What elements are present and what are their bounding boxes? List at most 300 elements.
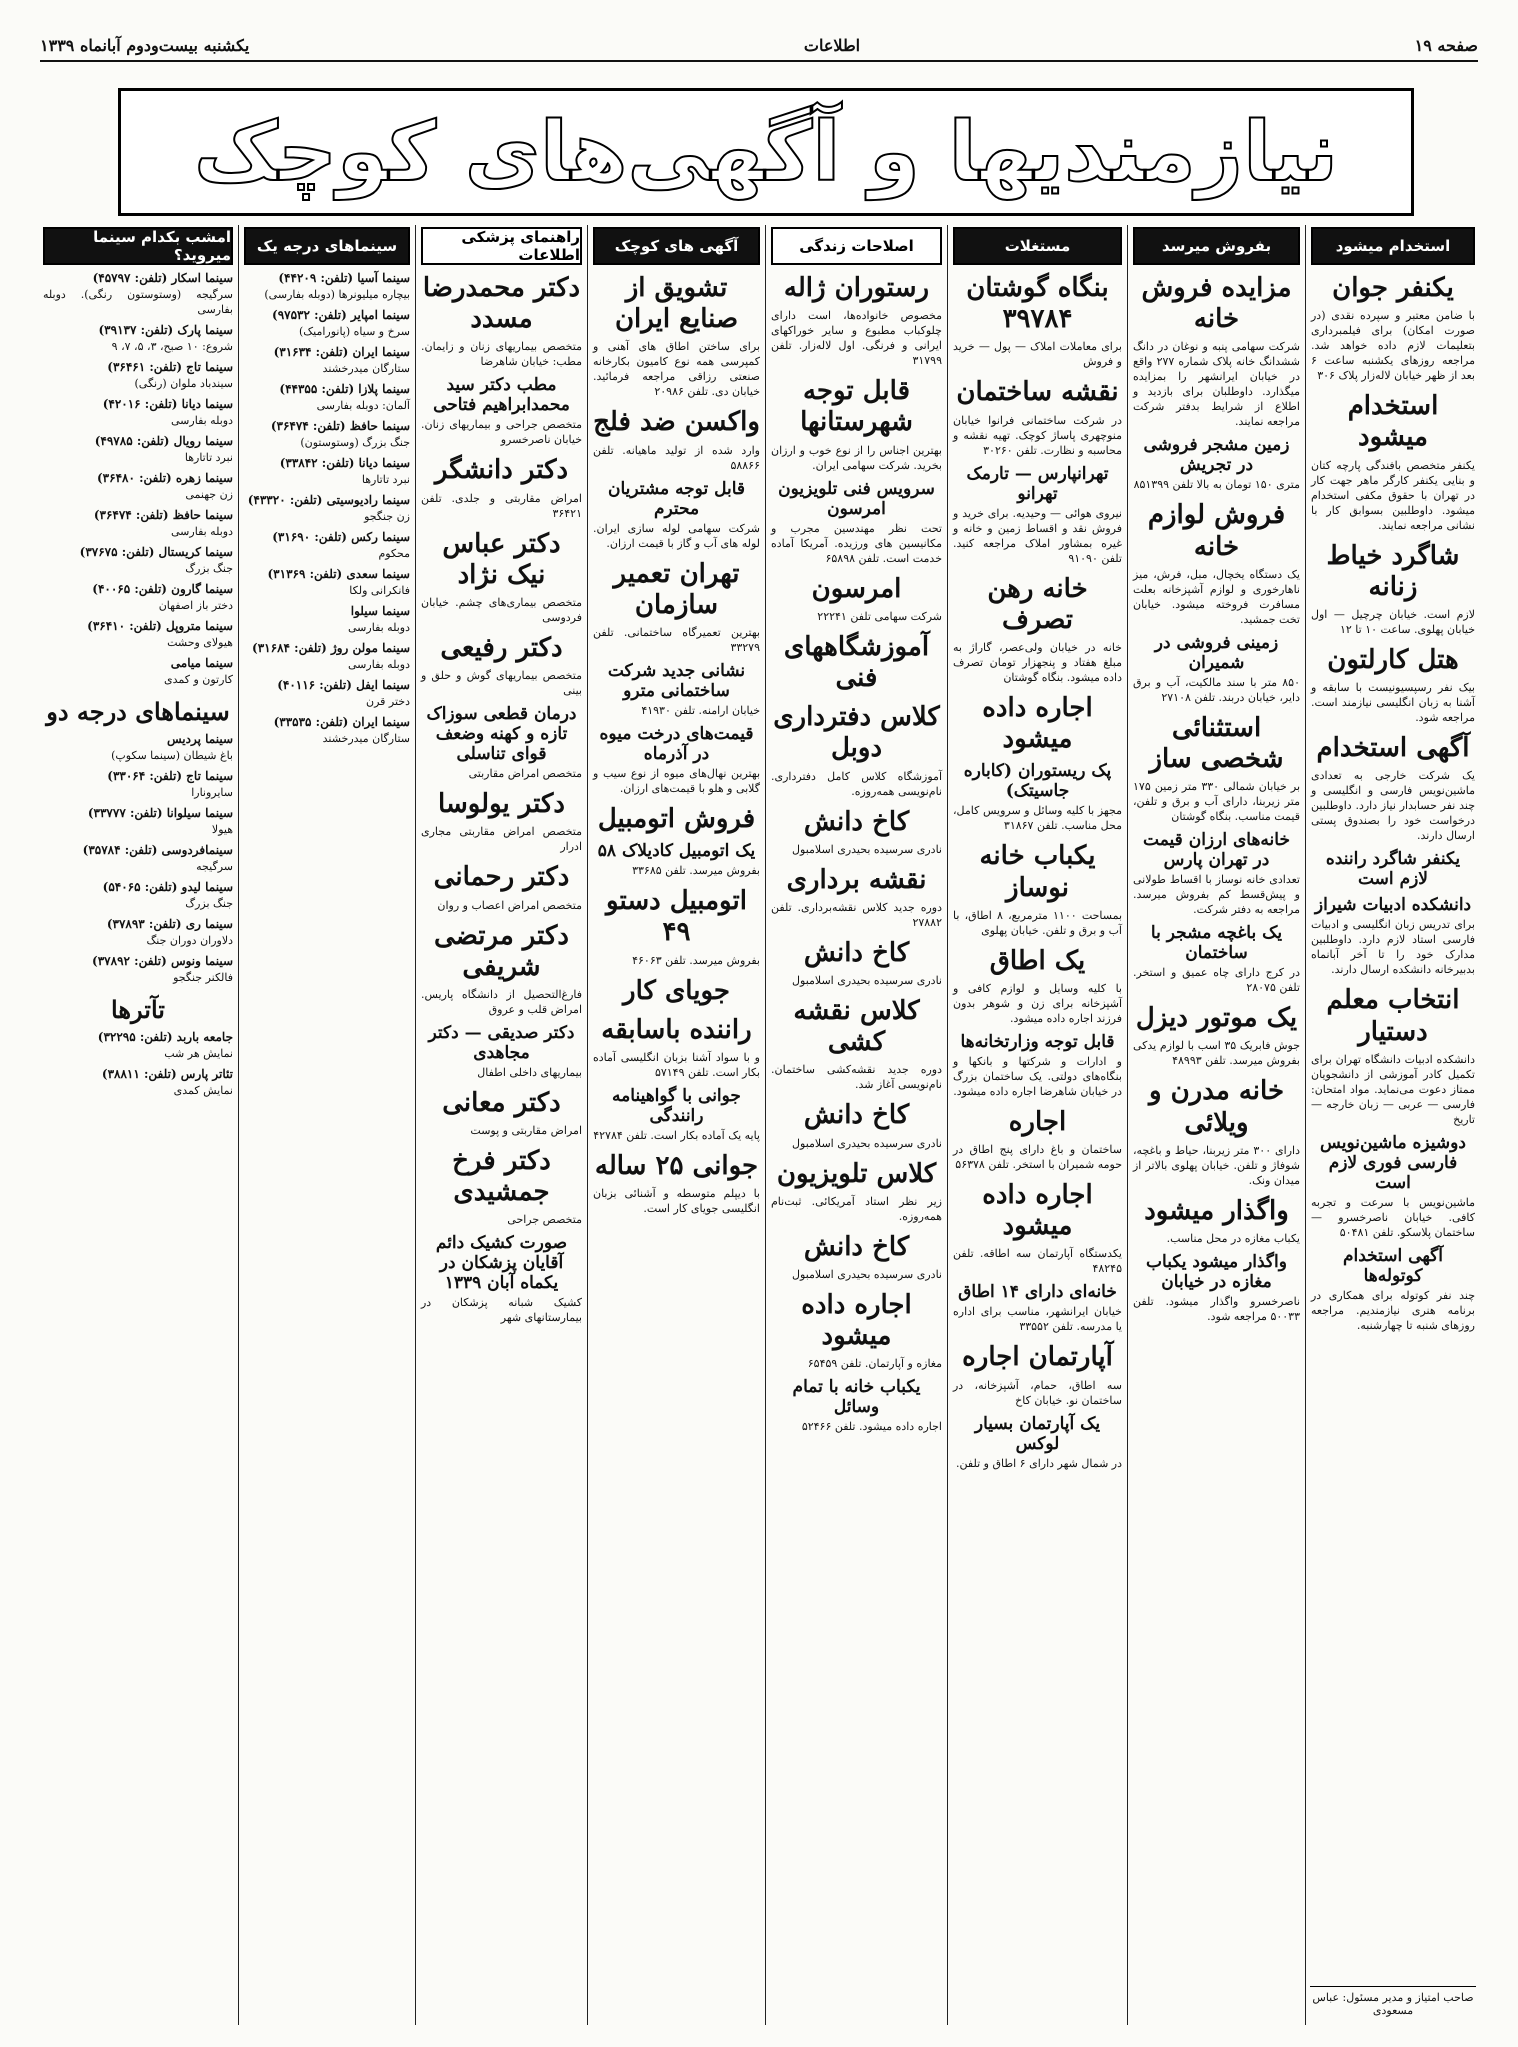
classified-ad <box>244 308 410 339</box>
ad-body: یکباب مغازه در محل مناسب. <box>1166 1231 1300 1245</box>
ad-body: مغازه و آپارتمان. تلفن ۶۵۴۵۹ <box>807 1357 942 1371</box>
classified-ad <box>771 479 942 566</box>
ad-body: متخصص بیماریهای زنان و زایمان. مطب: خیابان شاهرضا <box>421 340 582 369</box>
ad-title: یکباب خانه نوساز <box>979 841 1096 903</box>
ad-title: یک موتور دیزل <box>1135 1003 1298 1034</box>
ad-title: رستوران ژاله <box>783 273 930 303</box>
ad-body: ستارگان میدرخشند <box>322 362 410 375</box>
classified-ad <box>593 1015 760 1080</box>
ad-title: سینما دیانا (تلفن: ۴۲۰۱۶) <box>102 397 233 411</box>
ad-title: آموزشگاههای فنی <box>783 631 930 693</box>
ad-body: فالکنر جنگجو <box>173 971 233 984</box>
ad-body: برای تدریس زبان انگلیسی و ادبیات فارسی استاد لازم دارد. داوطلبین مدارک خود را تا آخر آبانماه بدبیرخانه دانشکده ارسال دارند. <box>1311 918 1475 977</box>
ad-body: بفروش میرسد. تلفن ۳۳۶۸۵ <box>632 864 760 878</box>
ad-body: مخصوص خانواده‌ها، است دارای چلوکباب مطبوع و سایر خوراکهای ایرانی و فرنگی. اول لاله‌زار. تلفن ۳۱۷۹۹ <box>771 309 942 368</box>
column-small-ads <box>587 225 765 2025</box>
classified-ad <box>953 464 1122 566</box>
classified-ad <box>43 471 233 502</box>
ad-title: اجاره داده میشود <box>801 1290 912 1352</box>
ad-title: سینما سیلوا <box>350 604 410 618</box>
ad-title: کاخ دانش <box>803 937 910 968</box>
ad-title: یکنفر جوان <box>1332 273 1454 303</box>
ad-title: یک آپارتمان بسیار لوکس <box>974 1413 1101 1454</box>
ad-title: آپارتمان اجاره <box>962 1342 1113 1373</box>
ad-body: متخصص جراحی <box>507 1213 582 1227</box>
ad-title: دکتر محمدرضا مسدد <box>422 273 581 335</box>
ad-title: سینما حافظ (تلفن: ۳۶۴۷۴) <box>270 419 410 433</box>
ad-title: دکتر یولوسا <box>438 789 565 820</box>
ad-body: بهترین اجناس را از نوع خوب و ارزان بخرید. شرکت سهامی ایران. <box>771 443 942 472</box>
classified-ad <box>1133 633 1300 705</box>
classified-ad <box>43 271 233 317</box>
ad-title: خانه مدرن و ویلائی <box>1148 1076 1285 1138</box>
classified-ad <box>953 1414 1122 1471</box>
classified-ad <box>1311 541 1475 637</box>
ad-body: دوبله بفارسی <box>171 414 233 427</box>
ad-title: سینما کریستال (تلفن: ۳۷۶۷۵) <box>79 545 233 559</box>
classified-ad <box>953 1032 1122 1099</box>
ad-body: و ادارات و شرکتها و بانکها و بنگاه‌های دولتی. یک ساختمان بزرگ در خیابان شاهرضا اجاره داده میشود. <box>953 1054 1122 1098</box>
classified-ad <box>1311 391 1475 532</box>
ad-body: شروع: ۱۰ صبح، ۳، ۵، ۷، ۹ <box>111 340 233 353</box>
ad-title: خانه رهن تصرف <box>987 573 1088 635</box>
classified-ad <box>593 724 760 796</box>
ad-title: سینما مولن روژ (تلفن: ۳۱۶۸۴) <box>252 641 410 655</box>
ad-body: بر خیابان شمالی ۳۳۰ متر زمین ۱۷۵ متر زیربنا، دارای آب و برق و تلفن، قیمت مناسب. بنگاه گوشتان <box>1133 780 1301 824</box>
classified-ad <box>421 1146 582 1227</box>
ad-body: هیولا <box>211 823 233 836</box>
classified-ad <box>953 574 1122 685</box>
ad-body: کشیک شبانه پزشکان در بیمارستانهای شهر <box>421 1296 582 1325</box>
classified-ad <box>593 841 760 878</box>
ad-body: متخصص امراض مقاربتی <box>468 767 582 781</box>
ad-title: تآترها <box>111 995 165 1024</box>
classified-ad <box>421 529 582 625</box>
publisher-signature: صاحب امتیاز و مدیر مسئول: عباس مسعودی <box>1310 1986 1476 2017</box>
ad-title: یک اتومبیل کادیلاک ۵۸ <box>597 841 756 862</box>
ad-title: یک باغچه مشجر با ساختمان <box>1150 923 1283 964</box>
ad-title: فروش لوازم خانه <box>1147 500 1286 562</box>
ad-body: نبرد تاتارها <box>184 451 233 464</box>
ad-title: کاخ دانش <box>803 806 910 837</box>
classified-ad <box>1133 500 1300 626</box>
ad-title: سینما پارک (تلفن: ۳۹۱۳۷) <box>98 323 233 337</box>
ad-body: برای معاملات املاک — پول — خرید و فروش <box>953 340 1122 369</box>
ad-title: کلاس تلویزیون <box>776 1158 937 1189</box>
ad-body: دارای ۳۰۰ متر زیربنا، حیاط و باغچه، شوفاژ و تلفن. خیابان پهلوی بالاتر از میدان ونک. <box>1133 1143 1300 1187</box>
classified-ad <box>43 995 233 1024</box>
ad-body: فانکرانی ولکا <box>349 584 410 597</box>
classified-ad <box>43 397 233 428</box>
ad-title: صورت کشیک دائم آقایان پزشکان در یکماه آبان ۱۳۳۹ <box>435 1233 568 1294</box>
ad-title: دوشیزه ماشین‌نویس فارسی فوری لازم است <box>1320 1132 1466 1193</box>
classified-ad <box>421 455 582 520</box>
ad-title: مطب دکتر سید محمدابراهیم فتاحی <box>433 375 570 416</box>
ad-body: دانشکده ادبیات دانشگاه تهران برای تکمیل کادر آموزشی از دانشجویان ممتاز دعوت می‌نماید. مواد امتحان: فارسی — عربی — زبان خارجه — تاریخ <box>1311 1052 1475 1126</box>
ad-body: آموزشگاه کلاس کامل دفترداری. نام‌نویسی همه‌روزه. <box>771 769 942 798</box>
ad-title: فروش اتومبیل <box>597 803 756 834</box>
ad-body: متخصص جراحی و بیماریهای زنان. خیابان ناصرخسرو <box>421 418 582 447</box>
ad-title: استثنائی شخصی ساز <box>1149 712 1284 774</box>
ad-body: سرگیجه <box>196 860 233 873</box>
classified-ad <box>244 456 410 487</box>
column-for-sale <box>1127 225 1305 2025</box>
classified-ad <box>43 360 233 391</box>
page-header <box>40 34 1478 56</box>
ad-body: دلاوران دوران جنگ <box>146 934 233 947</box>
ad-body: در شرکت ساختمانی فرانوا خیابان منوچهری پاساژ کوچک. تهیه نقشه و محاسبه و نظارت. تلفن ۳۰۲۶۰ <box>953 413 1122 457</box>
ad-title: اتومبیل دستو ۴۹ <box>606 886 747 948</box>
header-rule <box>40 60 1478 62</box>
ad-body: امراض مقاربتی و پوست <box>470 1124 582 1138</box>
ad-title: سینما گارون (تلفن: ۴۰۰۶۵) <box>92 582 233 596</box>
ad-body: وارد شده از تولید ماهیانه. تلفن ۵۸۸۶۶ <box>593 443 760 472</box>
ad-body: یکنفر متخصص بافندگی پارچه کتان و بنایی یکنفر کارگر ماهر جهت کار در تهران با حقوق مکفی استخدام میشود. داوطلبین بسوابق کار با نشانی مراجعه نمایند. <box>1311 458 1475 532</box>
classified-ad <box>421 273 582 369</box>
ad-title: دکتر دانشگر <box>434 455 569 486</box>
classified-ad <box>43 1067 233 1098</box>
classified-ad <box>771 702 942 798</box>
classified-ad <box>1133 273 1300 429</box>
ad-title: تئاتر پارس (تلفن: ۳۸۸۱۱) <box>101 1067 233 1081</box>
classified-ad <box>43 582 233 613</box>
ad-title: دکتر فرخ جمشیدی <box>452 1146 551 1208</box>
classified-ad <box>771 996 942 1092</box>
ad-body: بیچاره میلیونرها (دوبله بفارسی) <box>264 288 410 301</box>
banner-title: نیازمندیها و آگهی‌های کوچک <box>193 104 1339 200</box>
classified-ad <box>43 732 233 763</box>
classified-ad <box>244 271 410 302</box>
section-banner <box>118 88 1414 216</box>
ad-body: دوره جدید نقشه‌کشی ساختمان. نام‌نویسی آغاز شد. <box>771 1063 942 1092</box>
ad-body: پایه یک آماده بکار است. تلفن ۴۲۷۸۴ <box>593 1128 760 1142</box>
column-life-services <box>765 225 947 2025</box>
ad-body: یک دستگاه یخچال، مبل، فرش، میز ناهارخوری و لوازم آشپزخانه بعلت مسافرت فروخته میشود. خیابان تخت جمشید. <box>1133 567 1300 626</box>
classified-ad <box>421 789 582 854</box>
classified-ad <box>43 323 233 354</box>
ad-body: نیروی هوائی — وحیدیه. برای خرید و فروش نقد و اقساط زمین و خانه و غیره بمشاور املاک مراجعه کنید. تلفن ۹۱۰۹۰ <box>953 506 1122 565</box>
ad-title: سینما ایفل (تلفن: ۴۰۱۱۶) <box>277 678 410 692</box>
ad-title: سینمافردوسی (تلفن: ۳۵۷۸۴) <box>82 843 233 857</box>
ad-title: یک اطاق <box>989 945 1086 976</box>
ad-body: دختر باز اصفهان <box>158 599 233 612</box>
ad-body: متخصص امراض مقاربتی مجاری ادرار <box>421 825 582 854</box>
ad-title: استخدام میشود <box>1347 391 1439 453</box>
ad-body: شرکت سهامی تلفن ۲۲۲۴۱ <box>817 609 942 623</box>
ad-body: در شمال شهر دارای ۶ اطاق و تلفن. <box>956 1456 1122 1470</box>
ad-body: خانه در خیابان ولی‌عصر، گاراژ به مبلغ هفتاد و پنجهزار تومان تصرف داده میشود. بنگاه گوشتان <box>953 640 1122 684</box>
classified-ad <box>244 345 410 376</box>
ad-title: دکتر معانی <box>442 1087 561 1118</box>
ad-body: دوبله بفارسی <box>171 525 233 538</box>
classified-ad <box>953 1107 1122 1172</box>
classified-ad <box>1133 830 1300 917</box>
classified-ad <box>244 678 410 709</box>
classified-ad <box>771 1159 942 1224</box>
ad-title: سینماهای درجه دو <box>46 697 230 726</box>
classified-ad <box>771 807 942 857</box>
ad-title: نشانی جدید شرکت ساختمانی مترو <box>607 660 746 701</box>
classified-ad <box>1311 645 1475 725</box>
classified-ad <box>953 693 1122 755</box>
ad-title: سینما رویال (تلفن: ۴۹۷۸۵) <box>94 434 233 448</box>
classified-ad <box>43 769 233 800</box>
ad-title: کاخ دانش <box>803 1100 910 1131</box>
ad-body: ساختمان و باغ دارای پنج اطاق در حومه شمیران با استخر. تلفن ۵۶۳۷۸ <box>953 1143 1122 1172</box>
classified-ad <box>1311 849 1475 889</box>
ad-title: سینما تاج (تلفن: ۳۶۴۶۱) <box>107 360 233 374</box>
ad-title: سینما امپایر (تلفن: ۹۷۵۳۲) <box>272 308 410 322</box>
column-tonight-cinemas <box>38 225 238 2025</box>
column-employment <box>1305 225 1480 2025</box>
ad-title: بنگاه گوشتان ۳۹۷۸۴ <box>966 273 1109 335</box>
ad-body: متری ۱۵۰ تومان به بالا تلفن ۸۵۱۳۹۹ <box>1133 478 1300 492</box>
ad-title: سینما متروپل (تلفن: ۳۶۴۱۰) <box>87 619 233 633</box>
ad-title: درمان قطعی سوزاک تازه و کهنه وضعف قوای تناسلی <box>426 704 577 765</box>
classified-ad <box>421 1023 582 1080</box>
ad-title: زمینی فروشی در شمیران <box>1154 632 1279 673</box>
ad-body: امراض مقاربتی و جلدی. تلفن ۳۶۴۲۱ <box>421 491 582 520</box>
classified-ad <box>771 273 942 368</box>
ad-title: سینما میامی <box>170 656 233 670</box>
classified-ad <box>244 382 410 413</box>
ad-body: یک شرکت خارجی به تعدادی ماشین‌نویس فارسی و انگلیسی و چند نفر حسابدار نیاز دارد. داوطلبین درخواست خود را بصندوق پستی ارسال دارند. <box>1311 769 1475 843</box>
ad-title: نقشه برداری <box>786 864 927 895</box>
classified-ad <box>244 567 410 598</box>
classified-ad <box>1311 1133 1475 1240</box>
ad-body: دوبله بفارسی <box>348 621 410 634</box>
classified-ad <box>593 559 760 655</box>
column-heading: استخدام میشود <box>1311 227 1475 265</box>
ad-title: سرویس فنی تلویزیون امرسون <box>778 478 935 519</box>
classified-ad <box>593 273 760 399</box>
ad-body: با کلیه وسایل و لوازم کافی و آشپزخانه برای زن و شوهر بدون فرزند اجاره داده میشود. <box>953 981 1122 1025</box>
column-heading: راهنمای پزشکی اطلاعات <box>421 227 582 265</box>
classified-ad <box>43 697 233 726</box>
ad-title: سینما رکس (تلفن: ۳۱۶۹۰) <box>272 530 410 544</box>
classified-ad <box>244 493 410 524</box>
ad-body: سرگیجه (وستوستون رنگی). دوبله بفارسی <box>43 288 233 316</box>
classified-ad <box>1311 273 1475 383</box>
ad-title: جوانی ۲۵ ساله <box>594 1150 759 1181</box>
ad-body: جنگ بزرگ <box>185 562 233 575</box>
classified-ad <box>593 479 760 551</box>
classified-ad <box>771 1377 942 1434</box>
ad-title: سینما سیلوانا (تلفن: ۳۳۷۷۷) <box>87 806 233 820</box>
ad-title: راننده باسابقه <box>601 1014 752 1045</box>
classified-ad <box>1311 733 1475 843</box>
issue-date: یکشنبه بیست‌ودوم آبانماه ۱۳۳۹ <box>40 35 250 55</box>
classified-ad <box>43 656 233 687</box>
ad-body: دوبله بفارسی <box>348 658 410 671</box>
classified-ad <box>1133 1003 1300 1068</box>
ad-title: یکباب خانه با تمام وسائل <box>792 1377 921 1418</box>
ad-title: قابل توجه وزارتخانه‌ها <box>960 1031 1115 1052</box>
ad-body: آلمان: دوبله بفارسی <box>316 399 410 412</box>
ad-body: نبرد تاتارها <box>361 473 410 486</box>
ad-title: اجاره داده میشود <box>982 1180 1093 1242</box>
ad-title: واگذار میشود یکباب مغازه در خیابان <box>1146 1251 1287 1292</box>
ad-title: خانه‌های ارزان قیمت در تهران پارس <box>1143 830 1290 871</box>
classified-ad <box>1311 895 1475 977</box>
ad-title: یکنفر شاگرد راننده لازم است <box>1325 849 1461 890</box>
ad-body: بیماریهای داخلی اطفال <box>477 1065 582 1079</box>
classified-ad <box>771 938 942 988</box>
ad-body: ستارگان میدرخشند <box>322 732 410 745</box>
ad-title: کلاس نقشه کشی <box>793 996 920 1058</box>
ad-title: دکتر مرتضی شریفی <box>434 920 569 982</box>
classified-ad <box>1133 1076 1300 1187</box>
ad-body: سایرونارا <box>191 786 233 799</box>
ad-title: اجاره <box>1008 1106 1067 1137</box>
ad-title: قابل توجه شهرستانها <box>800 376 913 438</box>
classified-ad <box>1311 985 1475 1126</box>
classified-ad <box>593 976 760 1007</box>
ad-title: سینما آسیا (تلفن: ۴۴۲۰۹) <box>278 271 410 285</box>
ad-body: لازم است. خیابان چرچیل — اول خیابان پهلوی. ساعت ۱۰ تا ۱۲ <box>1311 607 1475 636</box>
classified-ad <box>1133 1196 1300 1246</box>
ad-title: قابل توجه مشتریان محترم <box>607 478 746 519</box>
column-heading: امشب بکدام سینما میروید؟ <box>43 227 233 265</box>
ad-body: یکدستگاه آپارتمان سه اطاقه. تلفن ۴۸۲۴۵ <box>953 1247 1122 1276</box>
ad-title: کاخ دانش <box>803 1231 910 1262</box>
ad-title: سینما حافظ (تلفن: ۳۶۴۷۴) <box>93 508 233 522</box>
ad-body: شرکت سهامی لوله سازی ایران. لوله های آب و گاز با قیمت ارزان. <box>593 521 760 550</box>
classified-ad <box>953 273 1122 369</box>
classified-ad <box>593 1151 760 1216</box>
ad-body: جنگ بزرگ (وستوستون) <box>300 436 410 449</box>
classified-ad <box>244 604 410 635</box>
ad-body: باغ شیطان (سینما سکوپ) <box>111 749 233 762</box>
column-real-estate <box>947 225 1127 2025</box>
ad-title: سینما اسکار (تلفن: ۴۵۷۹۷) <box>92 271 233 285</box>
classified-ad <box>244 715 410 746</box>
classified-ad <box>953 946 1122 1026</box>
page-number: صفحه ۱۹ <box>1414 35 1478 55</box>
classified-ad <box>421 1233 582 1325</box>
ad-body: دوره جدید کلاس نقشه‌برداری. تلفن ۲۷۸۸۲ <box>771 900 942 929</box>
ad-title: انتخاب معلم دستیار <box>1326 985 1460 1047</box>
ad-title: تهران تعمیر سازمان <box>613 558 740 620</box>
column-heading: آگهی های کوچک <box>593 227 760 265</box>
classified-ad <box>421 921 582 1017</box>
ad-body: بهترین تعمیرگاه ساختمانی. تلفن ۳۳۲۷۹ <box>593 625 760 654</box>
ad-body: سرخ و سیاه (پانوراميک) <box>298 325 410 338</box>
ad-title: دکتر رحمانی <box>433 862 570 893</box>
classified-ad <box>953 377 1122 457</box>
ad-body: جوش فابریک ۳۵ اسب با لوازم یدکی بفروش میرسد. تلفن ۴۸۹۹۳ <box>1133 1039 1300 1068</box>
ad-title: تهرانپارس — تارمک تهرانو <box>966 463 1109 504</box>
ad-body: تعدادی خانه نوساز با اقساط طولانی و پیش‌قسط کم بفروش میرسد. مراجعه به دفتر شرکت. <box>1133 873 1300 917</box>
ad-body: شرکت سهامی پنبه و نوغان در دانگ ششدانگ خانه پلاک شماره ۲۷۷ واقع در خیابان ایرانشهر را بمزایده میگذارد. داوطلبان برای بازدید و اطلاع از شرایط بدفتر شرکت مراجعه نمایند. <box>1133 340 1300 429</box>
classified-ad <box>953 1342 1122 1407</box>
ad-body: نادری سرسیده بحیدری اسلامبول <box>792 974 942 988</box>
ad-title: خانه‌ای دارای ۱۴ اطاق <box>958 1282 1117 1303</box>
ad-title: واگذار میشود <box>1144 1195 1289 1226</box>
column-heading: سینماهای درجه یک <box>244 227 410 265</box>
ad-body: فارغ‌التحصیل از دانشگاه پاریس. امراض قلب و عروق <box>421 987 582 1016</box>
ad-title: جویای کار <box>623 975 730 1006</box>
ad-body: سیندباد ملوان (رنگی) <box>134 377 233 390</box>
ad-body: نادری سرسیده بحیدری اسلامبول <box>792 842 942 856</box>
ad-body: با دیپلم متوسطه و آشنائی بزبان انگلیسی جویای کار است. <box>593 1187 760 1216</box>
classified-ad <box>771 1100 942 1150</box>
classified-ad <box>1133 713 1300 824</box>
ad-body: دختر قرن <box>366 695 410 708</box>
classified-ad <box>593 886 760 967</box>
ad-body: زن جهنمی <box>185 488 233 501</box>
ad-body: نادری سرسیده بحیدری اسلامبول <box>792 1136 942 1150</box>
ad-title: نقشه ساختمان <box>956 377 1119 408</box>
ad-body: مجهز با کلیه وسائل و سرویس کامل، محل مناسب. تلفن ۳۱۸۶۷ <box>953 804 1122 833</box>
ad-title: سینما تاج (تلفن: ۳۳۰۶۴) <box>107 769 233 783</box>
ad-body: خیابان ارامنه. تلفن ۴۱۹۳۰ <box>641 703 760 717</box>
classified-ad <box>244 641 410 672</box>
ad-title: هتل کارلتون <box>1327 644 1459 675</box>
classified-ad <box>43 954 233 985</box>
classified-ad <box>771 1232 942 1282</box>
classified-ad <box>244 530 410 561</box>
ad-body: خیابان ایرانشهر، مناسب برای اداره یا مدرسه. تلفن ۳۳۵۵۲ <box>953 1305 1122 1334</box>
classified-ad <box>43 806 233 837</box>
ad-title: سینما پردیس <box>166 732 233 746</box>
classified-ad <box>1133 923 1300 995</box>
ad-title: دکتر عباس نیک نژاد <box>442 528 561 590</box>
ad-body: و با سواد آشنا بزبان انگلیسی آماده بکار است. تلفن ۵۷۱۴۹ <box>593 1050 760 1079</box>
ad-body: چند نفر کوتوله برای همکاری در برنامه هنری نیازمندیم. مراجعه روزهای شنبه تا چهارشنبه. <box>1311 1288 1475 1332</box>
ad-body: متخصص بیماری‌های چشم. خیابان فردوسی <box>421 595 582 624</box>
ad-title: اجاره داده میشود <box>982 692 1093 755</box>
ad-body: ماشین‌نویس با سرعت و تجربه کافی. خیابان ناصرخسرو — ساختمان پلاسکو. تلفن ۵۰۴۸۱ <box>1311 1195 1475 1239</box>
classified-ad <box>43 843 233 874</box>
ad-body: بهترین نهال‌های میوه از نوع سیب و گلابی و هلو با قیمت‌های ارزان. <box>593 766 760 795</box>
classified-ad <box>771 1290 942 1371</box>
ad-title: آگهی استخدام <box>1316 733 1470 764</box>
classified-ad <box>1311 1246 1475 1333</box>
ad-title: قیمت‌های درخت میوه در آذرماه <box>599 723 754 764</box>
classified-ad <box>771 376 942 472</box>
classified-ad <box>43 545 233 576</box>
ad-title: آگهی استخدام کوتوله‌ها <box>1343 1245 1443 1286</box>
ad-title: تشویق از صنایع ایران <box>614 273 739 335</box>
classified-ad <box>421 1088 582 1138</box>
ad-title: شاگرد خیاط زنانه <box>1326 540 1460 602</box>
ad-body: بفروش میرسد. تلفن ۴۶۰۶۳ <box>632 953 760 967</box>
ad-title: سینما دیانا (تلفن: ۳۳۸۴۲) <box>279 456 410 470</box>
ad-body: نادری سرسیده بحیدری اسلامبول <box>792 1268 942 1281</box>
classified-ad <box>771 574 942 624</box>
classified-ad <box>43 434 233 465</box>
ad-body: تحت نظر مهندسین مجرب و مکانیسین های ورزیده. آمریکا آماده خدمت است. تلفن ۶۵۸۹۸ <box>771 521 942 565</box>
ad-body: برای ساختن اطاق های آهنی و کمپرسی همه نوع کامیون بکارخانه صنعتی رزاقی مراجعه فرمائید. خیابان دی. تلفن ۲۰۹۸۶ <box>593 340 760 399</box>
ad-body: متخصص امراض اعصاب و روان <box>437 898 582 912</box>
ad-body: بمساحت ۱۱۰۰ مترمربع، ۸ اطاق، با آب و برق و تلفن. خیابان پهلوی <box>953 908 1123 937</box>
ad-body: اجاره داده میشود. تلفن ۵۲۴۶۶ <box>801 1420 942 1434</box>
ad-title: دکتر رفیعی <box>440 632 563 663</box>
classified-ad <box>953 1282 1122 1334</box>
ad-title: مزایده فروش خانه <box>1141 273 1292 335</box>
classified-ad <box>421 633 582 698</box>
ad-title: پک ریستوران (کاباره جاسیتک) <box>963 761 1112 802</box>
ad-body: ۸۵۰ متر با سند مالکیت، آب و برق دایر، خیابان دربند. تلفن ۲۷۱۰۸ <box>1133 675 1300 704</box>
ad-title: دکتر صدیقی — دکتر مجاهدی <box>428 1022 575 1063</box>
ad-title: امرسون <box>811 573 902 604</box>
ad-body: سه اطاق، حمام، آشپزخانه، در ساختمان نو. خیابان کاخ <box>953 1378 1122 1407</box>
ad-body: زیر نظر استاد آمریکائی. ثبت‌نام همه‌روزه. <box>771 1194 942 1223</box>
classified-ad <box>953 841 1122 937</box>
newspaper-name: اطلاعات <box>803 35 861 55</box>
classified-ad <box>421 862 582 912</box>
